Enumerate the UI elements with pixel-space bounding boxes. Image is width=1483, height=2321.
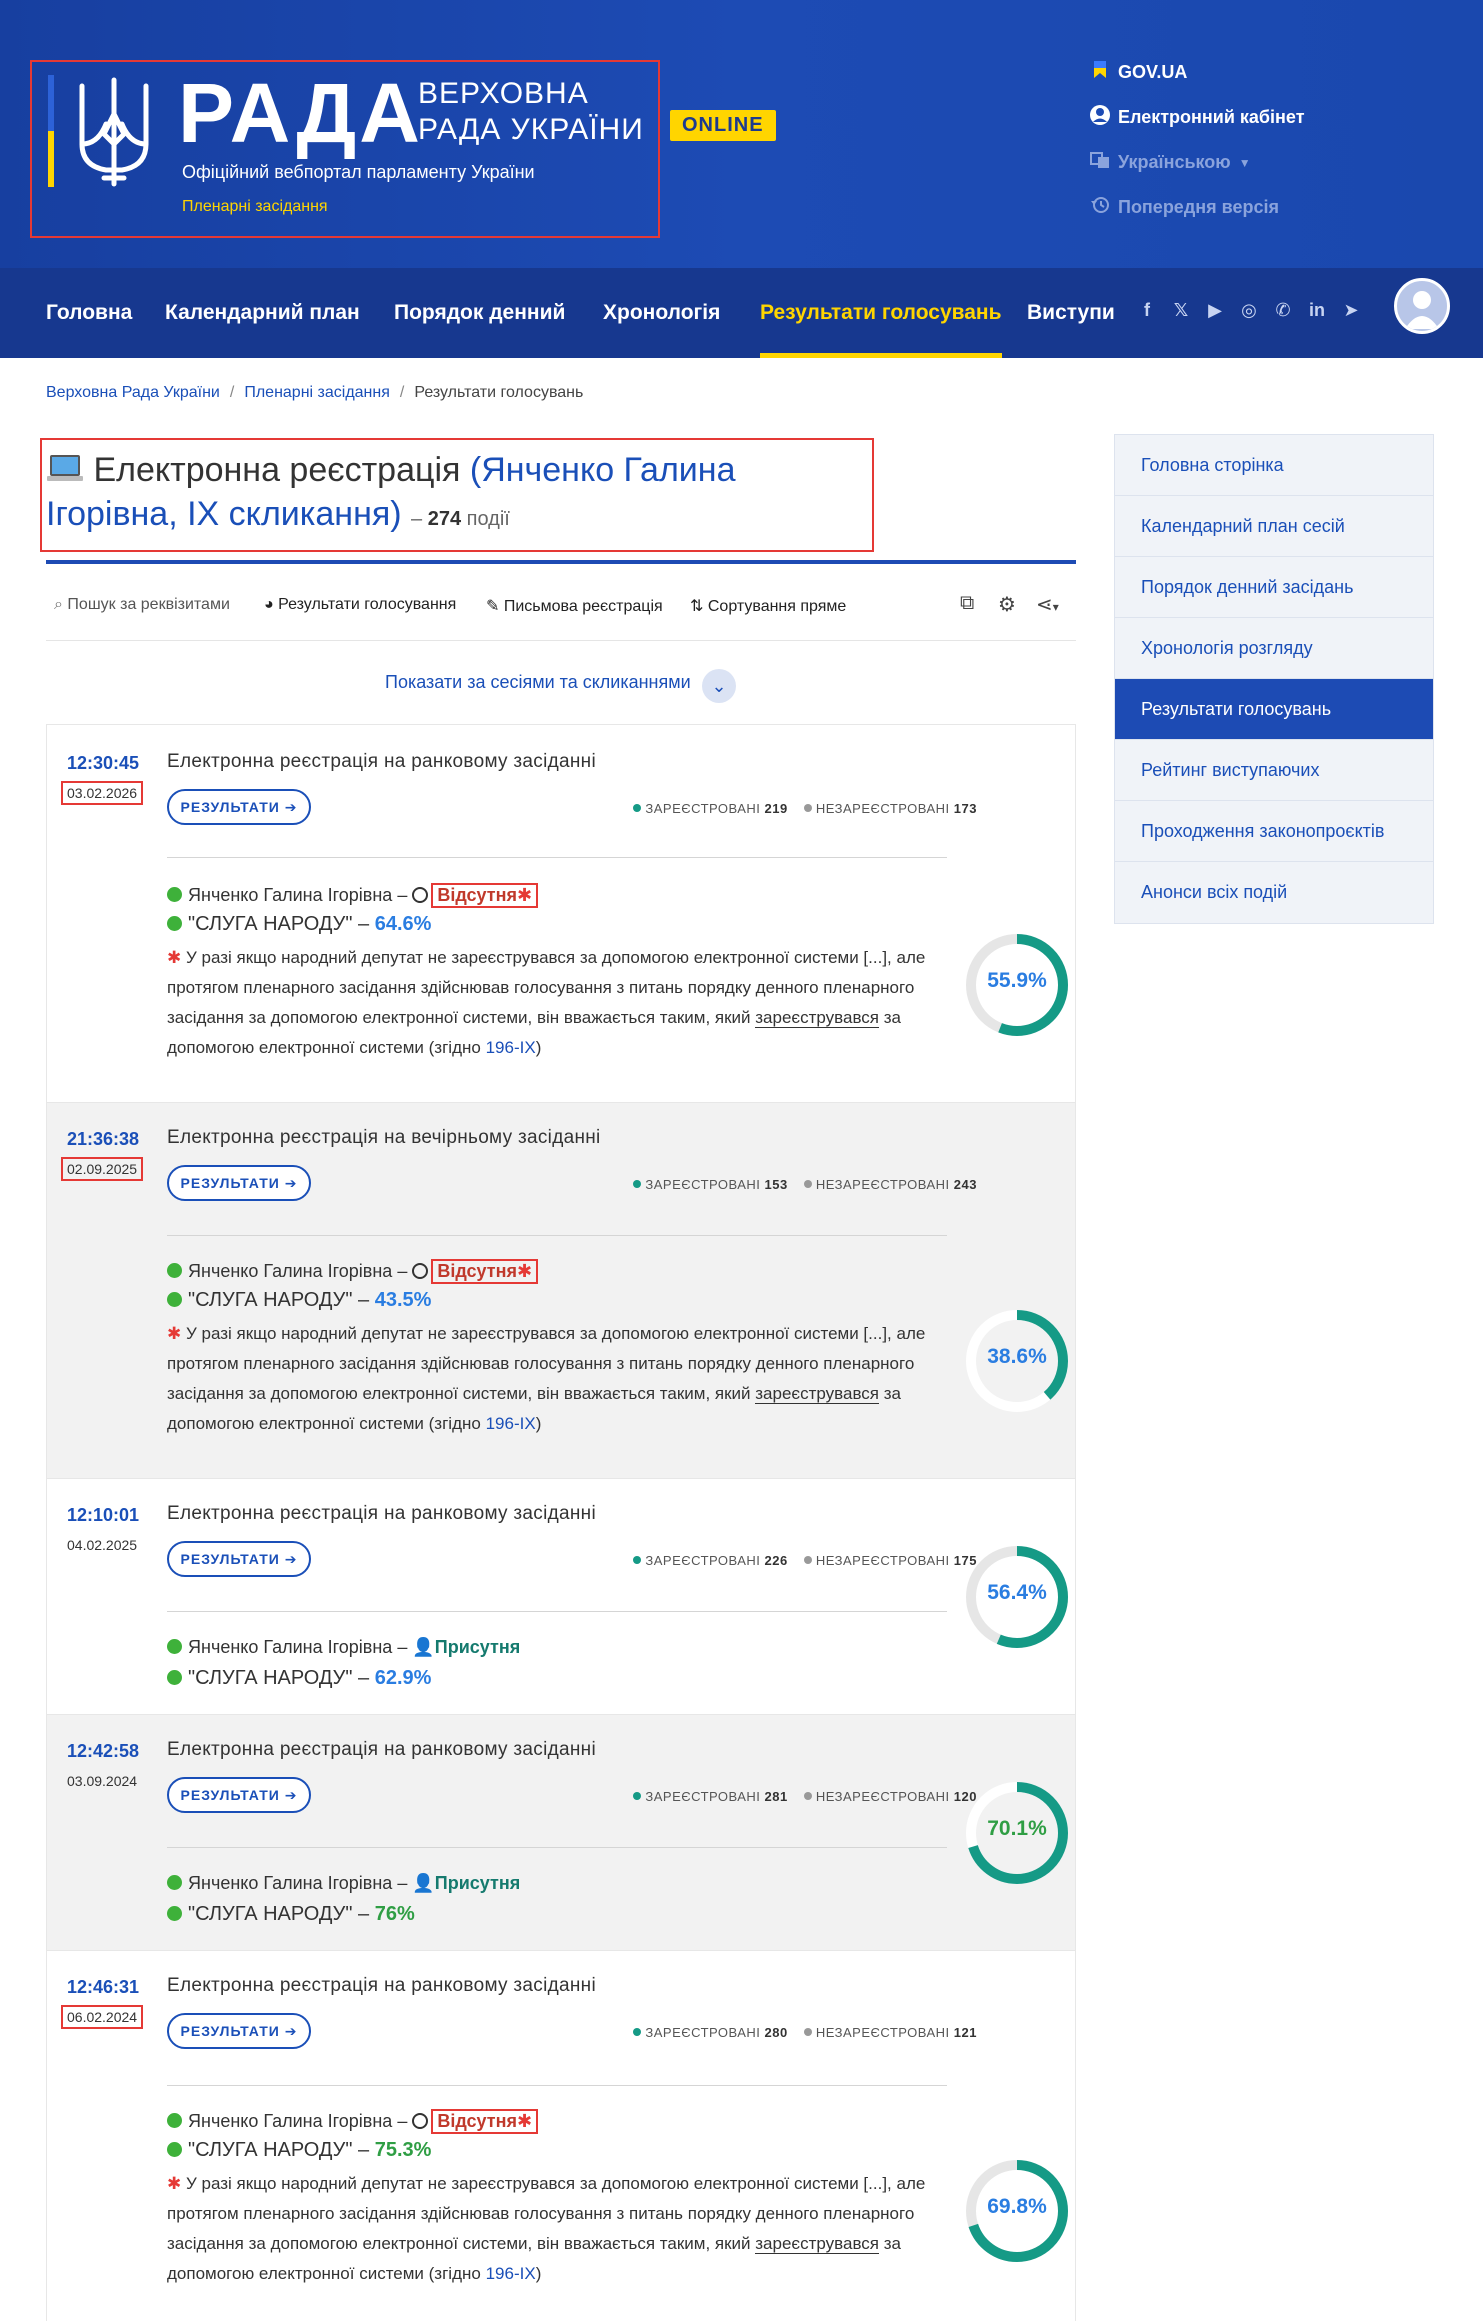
event-time[interactable]: 12:42:58 bbox=[67, 1741, 140, 1761]
faction-dot bbox=[167, 1670, 182, 1685]
person-icon: 👤 bbox=[412, 1873, 435, 1893]
nav-agenda[interactable]: Порядок денний bbox=[394, 301, 566, 324]
note-end: ) bbox=[535, 2264, 542, 2283]
deputy-name[interactable]: Янченко Галина Ігорівна bbox=[188, 1873, 393, 1893]
rada-sub-line1: ВЕРХОВНА bbox=[418, 77, 589, 110]
sidebar-item-announcements[interactable]: Анонси всіх подій bbox=[1141, 882, 1288, 902]
party-percent: 76% bbox=[374, 1903, 415, 1925]
donut-percent: 69.8% bbox=[987, 2195, 1047, 2218]
note-text-2: за допомогою електронної системи (згідно bbox=[167, 1008, 901, 1057]
registered-count: 280 bbox=[764, 2025, 788, 2040]
registered-label: ЗАРЕЄСТРОВАНІ bbox=[645, 2025, 761, 2040]
whatsapp-icon[interactable]: ✆ bbox=[1275, 300, 1291, 320]
unregistered-dot bbox=[804, 1556, 812, 1564]
registered-count: 153 bbox=[764, 1177, 788, 1192]
sidebar-item-home[interactable]: Головна сторінка bbox=[1115, 435, 1433, 496]
main-nav bbox=[0, 268, 1483, 358]
sidebar-item-agenda[interactable]: Порядок денний засідань bbox=[1115, 557, 1433, 618]
registration-counts bbox=[577, 801, 977, 816]
unregistered-label: НЕЗАРЕЄСТРОВАНІ bbox=[815, 801, 950, 816]
card-divider bbox=[167, 2085, 947, 2086]
sidebar-item-bills-progress[interactable]: Проходження законопроєктів bbox=[1115, 801, 1433, 862]
laptop-icon bbox=[46, 451, 93, 489]
search-by-details[interactable] bbox=[54, 596, 230, 614]
breadcrumb-separator: / bbox=[399, 384, 405, 401]
user-avatar-button[interactable] bbox=[1394, 278, 1450, 334]
person-icon: 👤 bbox=[412, 1637, 435, 1657]
toolbar bbox=[46, 592, 1076, 622]
unregistered-count: 243 bbox=[953, 1177, 977, 1192]
registration-counts bbox=[577, 1177, 977, 1192]
asterisk-icon: ✱ bbox=[167, 948, 182, 967]
event-time[interactable]: 12:46:31 bbox=[67, 1977, 140, 1997]
card-divider bbox=[167, 1847, 947, 1848]
event-card bbox=[46, 1478, 1076, 1714]
party-percent: 75.3% bbox=[374, 2139, 432, 2161]
faction-dot bbox=[167, 2113, 182, 2128]
note-end: ) bbox=[535, 1414, 542, 1433]
registered-dot bbox=[633, 1180, 641, 1188]
nav-home[interactable]: Головна bbox=[46, 301, 133, 324]
event-count-suffix: події bbox=[466, 508, 510, 530]
event-title: Електронна реєстрація на ранковому засіданні bbox=[167, 1503, 596, 1524]
nav-speeches[interactable]: Виступи bbox=[1027, 301, 1115, 324]
sort-toggle[interactable] bbox=[690, 596, 846, 616]
present-status: Присутня bbox=[434, 1873, 521, 1893]
deputy-status: Янченко Галина Ігорівна – Відсутня✱ bbox=[167, 883, 538, 908]
absent-circle-icon bbox=[412, 1263, 428, 1279]
written-registration-label: Письмова реєстрація bbox=[503, 598, 663, 615]
donut-percent: 56.4% bbox=[987, 1581, 1047, 1604]
user-circle-icon bbox=[1088, 104, 1112, 131]
show-sessions-link[interactable]: Показати за сесіями та скликаннями bbox=[385, 672, 691, 692]
party-name[interactable]: "СЛУГА НАРОДУ" bbox=[188, 1903, 353, 1925]
results-button[interactable]: РЕЗУЛЬТАТИ ➔ bbox=[167, 789, 311, 825]
party-line: "СЛУГА НАРОДУ" – 75.3% bbox=[167, 2139, 431, 2162]
registration-counts bbox=[577, 2025, 977, 2040]
gov-ua-label: GOV.UA bbox=[1118, 62, 1188, 82]
note-end: ) bbox=[535, 1038, 542, 1057]
language-label: Українською bbox=[1118, 152, 1231, 172]
note-text-1: У разі якщо народний депутат не зареєструвався за допомогою електронної системи [...], але протягом пленарного засідання здійснював голосування з питань порядку денного пленарного засідання за допомогою електронної системи, він вважається таким, який bbox=[167, 1324, 926, 1403]
breadcrumb-separator: / bbox=[229, 384, 235, 401]
card-divider bbox=[167, 1235, 947, 1236]
party-percent: 62.9% bbox=[374, 1667, 432, 1689]
event-time[interactable]: 12:30:45 bbox=[67, 753, 140, 773]
breadcrumb-current: Результати голосувань bbox=[414, 384, 584, 401]
social-links bbox=[1135, 300, 1363, 321]
note-underlined: зареєструвався bbox=[755, 2234, 879, 2253]
card-divider bbox=[167, 857, 947, 858]
edit-icon: ✎ bbox=[486, 598, 500, 615]
online-badge: ONLINE bbox=[670, 110, 776, 141]
rada-logo-word[interactable]: РАДА bbox=[178, 66, 423, 160]
share-icon[interactable]: ⋖▾ bbox=[1036, 594, 1059, 616]
note-underlined: зареєструвався bbox=[755, 1008, 879, 1027]
pie-chart-icon: ◕ bbox=[264, 596, 274, 613]
sidebar-item-calendar[interactable]: Календарний план сесій bbox=[1115, 496, 1433, 557]
absent-circle-icon bbox=[412, 2113, 428, 2129]
registered-dot bbox=[633, 804, 641, 812]
party-percent: 43.5% bbox=[374, 1289, 432, 1311]
nav-chronology[interactable]: Хронологія bbox=[603, 301, 721, 324]
absent-circle-icon bbox=[412, 887, 428, 903]
trident-icon[interactable] bbox=[76, 74, 152, 188]
nav-calendar[interactable]: Календарний план bbox=[165, 301, 360, 324]
deputy-name[interactable]: Янченко Галина Ігорівна bbox=[188, 2111, 393, 2131]
deputy-status: Янченко Галина Ігорівна – 👤Присутня bbox=[167, 1637, 520, 1658]
portal-description: Офіційний вебпортал парламенту України bbox=[182, 162, 535, 182]
registration-counts bbox=[577, 1789, 977, 1804]
faction-dot bbox=[167, 2142, 182, 2157]
faction-dot bbox=[167, 887, 182, 902]
unregistered-count: 120 bbox=[953, 1789, 977, 1804]
party-line: "СЛУГА НАРОДУ" – 62.9% bbox=[167, 1667, 431, 1690]
note-underlined: зареєструвався bbox=[755, 1384, 879, 1403]
top-links bbox=[1088, 50, 1305, 230]
breadcrumb-plenary[interactable]: Пленарні засідання bbox=[244, 384, 390, 401]
rada-logo-subtitle[interactable] bbox=[418, 76, 644, 148]
law-link[interactable]: 196-IX bbox=[485, 1038, 536, 1057]
sidebar-item-speakers-rating[interactable]: Рейтинг виступаючих bbox=[1115, 740, 1433, 801]
unregistered-label: НЕЗАРЕЄСТРОВАНІ bbox=[815, 1789, 950, 1804]
law-link[interactable]: 196-IX bbox=[485, 1414, 536, 1433]
unregistered-label: НЕЗАРЕЄСТРОВАНІ bbox=[815, 2025, 950, 2040]
results-button-label: РЕЗУЛЬТАТИ bbox=[180, 1787, 280, 1803]
previous-version-link[interactable] bbox=[1088, 185, 1305, 230]
registered-dot bbox=[633, 2028, 641, 2036]
absence-note bbox=[167, 1319, 957, 1439]
windows-icon[interactable]: ⧉ bbox=[960, 592, 975, 614]
flag-bar bbox=[48, 75, 54, 187]
event-date: 03.09.2024 bbox=[67, 1773, 138, 1789]
results-button-label: РЕЗУЛЬТАТИ bbox=[180, 1551, 280, 1567]
rada-sub-line2: РАДА УКРАЇНИ bbox=[418, 113, 644, 146]
unregistered-dot bbox=[804, 1792, 812, 1800]
deputy-status: Янченко Галина Ігорівна – Відсутня✱ bbox=[167, 2109, 538, 2134]
deputy-name[interactable]: Янченко Галина Ігорівна bbox=[188, 1637, 393, 1657]
chevron-down-icon[interactable]: ⌄ bbox=[702, 669, 736, 703]
event-date: 04.02.2025 bbox=[67, 1537, 138, 1553]
faction-dot bbox=[167, 916, 182, 931]
party-line: "СЛУГА НАРОДУ" – 43.5% bbox=[167, 1289, 431, 1312]
registered-label: ЗАРЕЄСТРОВАНІ bbox=[645, 801, 761, 816]
settings-icon[interactable]: ⚙ bbox=[998, 594, 1016, 616]
registered-label: ЗАРЕЄСТРОВАНІ bbox=[645, 1553, 761, 1568]
absence-note bbox=[167, 943, 957, 1063]
registered-label: ЗАРЕЄСТРОВАНІ bbox=[645, 1789, 761, 1804]
event-title: Електронна реєстрація на ранковому засіданні bbox=[167, 1975, 596, 1996]
party-percent: 64.6% bbox=[374, 913, 432, 935]
faction-dot bbox=[167, 1292, 182, 1307]
registered-count: 219 bbox=[764, 801, 788, 816]
sort-icon: ⇅ bbox=[690, 598, 704, 615]
party-name[interactable]: "СЛУГА НАРОДУ" bbox=[188, 1667, 353, 1689]
registered-count: 281 bbox=[764, 1789, 788, 1804]
flag-icon bbox=[1088, 60, 1112, 85]
note-text-1: У разі якщо народний депутат не зареєструвався за допомогою електронної системи [...], але протягом пленарного засідання здійснював голосування з питань порядку денного пленарного засідання за допомогою електронної системи, він вважається таким, який bbox=[167, 948, 926, 1027]
results-button-label: РЕЗУЛЬТАТИ bbox=[180, 2023, 280, 2039]
party-name[interactable]: "СЛУГА НАРОДУ" bbox=[188, 2139, 353, 2161]
deputy-name[interactable]: Янченко Галина Ігорівна bbox=[188, 885, 393, 905]
unregistered-label: НЕЗАРЕЄСТРОВАНІ bbox=[815, 1553, 950, 1568]
event-card bbox=[46, 1102, 1076, 1478]
event-card bbox=[46, 1950, 1076, 2321]
note-text-2: за допомогою електронної системи (згідно bbox=[167, 2234, 901, 2283]
asterisk-icon: ✱ bbox=[167, 1324, 182, 1343]
event-date: 02.09.2025 bbox=[61, 1157, 143, 1181]
results-button[interactable]: РЕЗУЛЬТАТИ ➔ bbox=[167, 1777, 311, 1813]
avatar-icon bbox=[1397, 281, 1447, 331]
written-registration-filter[interactable] bbox=[486, 596, 663, 616]
vote-results-filter[interactable] bbox=[264, 596, 456, 614]
asterisk-icon: ✱ bbox=[167, 2174, 182, 2193]
history-icon bbox=[1088, 195, 1112, 220]
faction-dot bbox=[167, 1875, 182, 1890]
title-deputy-link[interactable]: (Янченко Галина Ігорівна, IX скликання) bbox=[46, 451, 736, 533]
note-text-2: за допомогою електронної системи (згідно bbox=[167, 1384, 901, 1433]
unregistered-dot bbox=[804, 804, 812, 812]
language-icon bbox=[1088, 150, 1112, 175]
party-line: "СЛУГА НАРОДУ" – 64.6% bbox=[167, 913, 431, 936]
title-rule bbox=[46, 560, 1076, 564]
registration-counts bbox=[577, 1553, 977, 1568]
breadcrumb bbox=[46, 384, 583, 402]
nav-vote-results[interactable]: Результати голосувань bbox=[760, 268, 1002, 358]
unregistered-count: 173 bbox=[953, 801, 977, 816]
event-card bbox=[46, 724, 1076, 1102]
page-title bbox=[46, 448, 876, 541]
sidebar-item-chronology[interactable]: Хронологія розгляду bbox=[1115, 618, 1433, 679]
results-button[interactable]: РЕЗУЛЬТАТИ ➔ bbox=[167, 2013, 311, 2049]
absent-status: Відсутня✱ bbox=[431, 883, 538, 908]
results-button[interactable]: РЕЗУЛЬТАТИ ➔ bbox=[167, 1541, 311, 1577]
event-time[interactable]: 12:10:01 bbox=[67, 1505, 140, 1525]
sort-label: Сортування пряме bbox=[707, 598, 847, 615]
note-text-1: У разі якщо народний депутат не зареєструвався за допомогою електронної системи [...], але протягом пленарного засідання здійснював голосування з питань порядку денного пленарного засідання за допомогою електронної системи, він вважається таким, який bbox=[167, 2174, 926, 2253]
law-link[interactable]: 196-IX bbox=[485, 2264, 536, 2283]
linkedin-icon[interactable]: in bbox=[1309, 300, 1325, 320]
results-button[interactable]: РЕЗУЛЬТАТИ ➔ bbox=[167, 1165, 311, 1201]
e-cabinet-label: Електронний кабінет bbox=[1118, 107, 1305, 127]
registered-label: ЗАРЕЄСТРОВАНІ bbox=[645, 1177, 761, 1192]
deputy-status: Янченко Галина Ігорівна – 👤Присутня bbox=[167, 1873, 520, 1894]
plenary-sessions-link[interactable]: Пленарні засідання bbox=[182, 198, 328, 215]
sidebar-item-vote-results[interactable]: Результати голосувань bbox=[1115, 679, 1433, 740]
donut-percent: 38.6% bbox=[987, 1345, 1047, 1368]
x-icon[interactable]: 𝕏 bbox=[1173, 300, 1189, 320]
e-cabinet-link[interactable] bbox=[1088, 95, 1305, 140]
party-name[interactable]: "СЛУГА НАРОДУ" bbox=[188, 1289, 353, 1311]
absence-note bbox=[167, 2169, 957, 2289]
deputy-status: Янченко Галина Ігорівна – Відсутня✱ bbox=[167, 1259, 538, 1284]
title-main: Електронна реєстрація bbox=[93, 451, 461, 489]
youtube-icon[interactable]: ▶ bbox=[1208, 300, 1222, 320]
vote-results-label: Результати голосування bbox=[278, 596, 457, 613]
caret-down-icon: ▼ bbox=[1238, 155, 1251, 170]
site-header bbox=[0, 0, 1483, 268]
unregistered-dot bbox=[804, 2028, 812, 2036]
deputy-name[interactable]: Янченко Галина Ігорівна bbox=[188, 1261, 393, 1281]
event-card bbox=[46, 1714, 1076, 1950]
party-line: "СЛУГА НАРОДУ" – 76% bbox=[167, 1903, 415, 1926]
unregistered-label: НЕЗАРЕЄСТРОВАНІ bbox=[815, 1177, 950, 1192]
toolbar-divider bbox=[46, 640, 1076, 641]
donut-percent: 70.1% bbox=[987, 1817, 1047, 1840]
event-title: Електронна реєстрація на ранковому засіданні bbox=[167, 1739, 596, 1760]
instagram-icon[interactable]: ◎ bbox=[1241, 300, 1257, 320]
faction-dot bbox=[167, 1906, 182, 1921]
language-select[interactable] bbox=[1088, 140, 1305, 185]
event-count: 274 bbox=[427, 508, 462, 530]
sidebar bbox=[1114, 434, 1434, 924]
unregistered-count: 121 bbox=[953, 2025, 977, 2040]
faction-dot bbox=[167, 1263, 182, 1278]
results-button-label: РЕЗУЛЬТАТИ bbox=[180, 1175, 280, 1191]
telegram-icon[interactable]: ➤ bbox=[1343, 300, 1359, 320]
title-dash: – bbox=[411, 508, 423, 530]
event-title: Електронна реєстрація на ранковому засіданні bbox=[167, 751, 596, 772]
present-status: Присутня bbox=[434, 1637, 521, 1657]
event-date: 06.02.2024 bbox=[61, 2005, 143, 2029]
search-icon: ⌕ bbox=[54, 596, 63, 613]
previous-version-label: Попередня версія bbox=[1118, 197, 1279, 217]
event-time[interactable]: 21:36:38 bbox=[67, 1129, 140, 1149]
search-label: Пошук за реквізитами bbox=[67, 596, 230, 613]
faction-dot bbox=[167, 1639, 182, 1654]
absent-status: Відсутня✱ bbox=[431, 1259, 538, 1284]
donut-percent: 55.9% bbox=[987, 969, 1047, 992]
results-button-label: РЕЗУЛЬТАТИ bbox=[180, 799, 280, 815]
registered-dot bbox=[633, 1792, 641, 1800]
registered-count: 226 bbox=[764, 1553, 788, 1568]
party-name[interactable]: "СЛУГА НАРОДУ" bbox=[188, 913, 353, 935]
gov-ua-link[interactable] bbox=[1088, 50, 1305, 95]
event-date: 03.02.2026 bbox=[61, 781, 143, 805]
facebook-icon[interactable]: f bbox=[1144, 300, 1150, 320]
absent-status: Відсутня✱ bbox=[431, 2109, 538, 2134]
card-divider bbox=[167, 1611, 947, 1612]
registered-dot bbox=[633, 1556, 641, 1564]
unregistered-count: 175 bbox=[953, 1553, 977, 1568]
unregistered-dot bbox=[804, 1180, 812, 1188]
event-title: Електронна реєстрація на вечірньому засіданні bbox=[167, 1127, 601, 1148]
breadcrumb-rada[interactable]: Верховна Рада України bbox=[46, 384, 220, 401]
